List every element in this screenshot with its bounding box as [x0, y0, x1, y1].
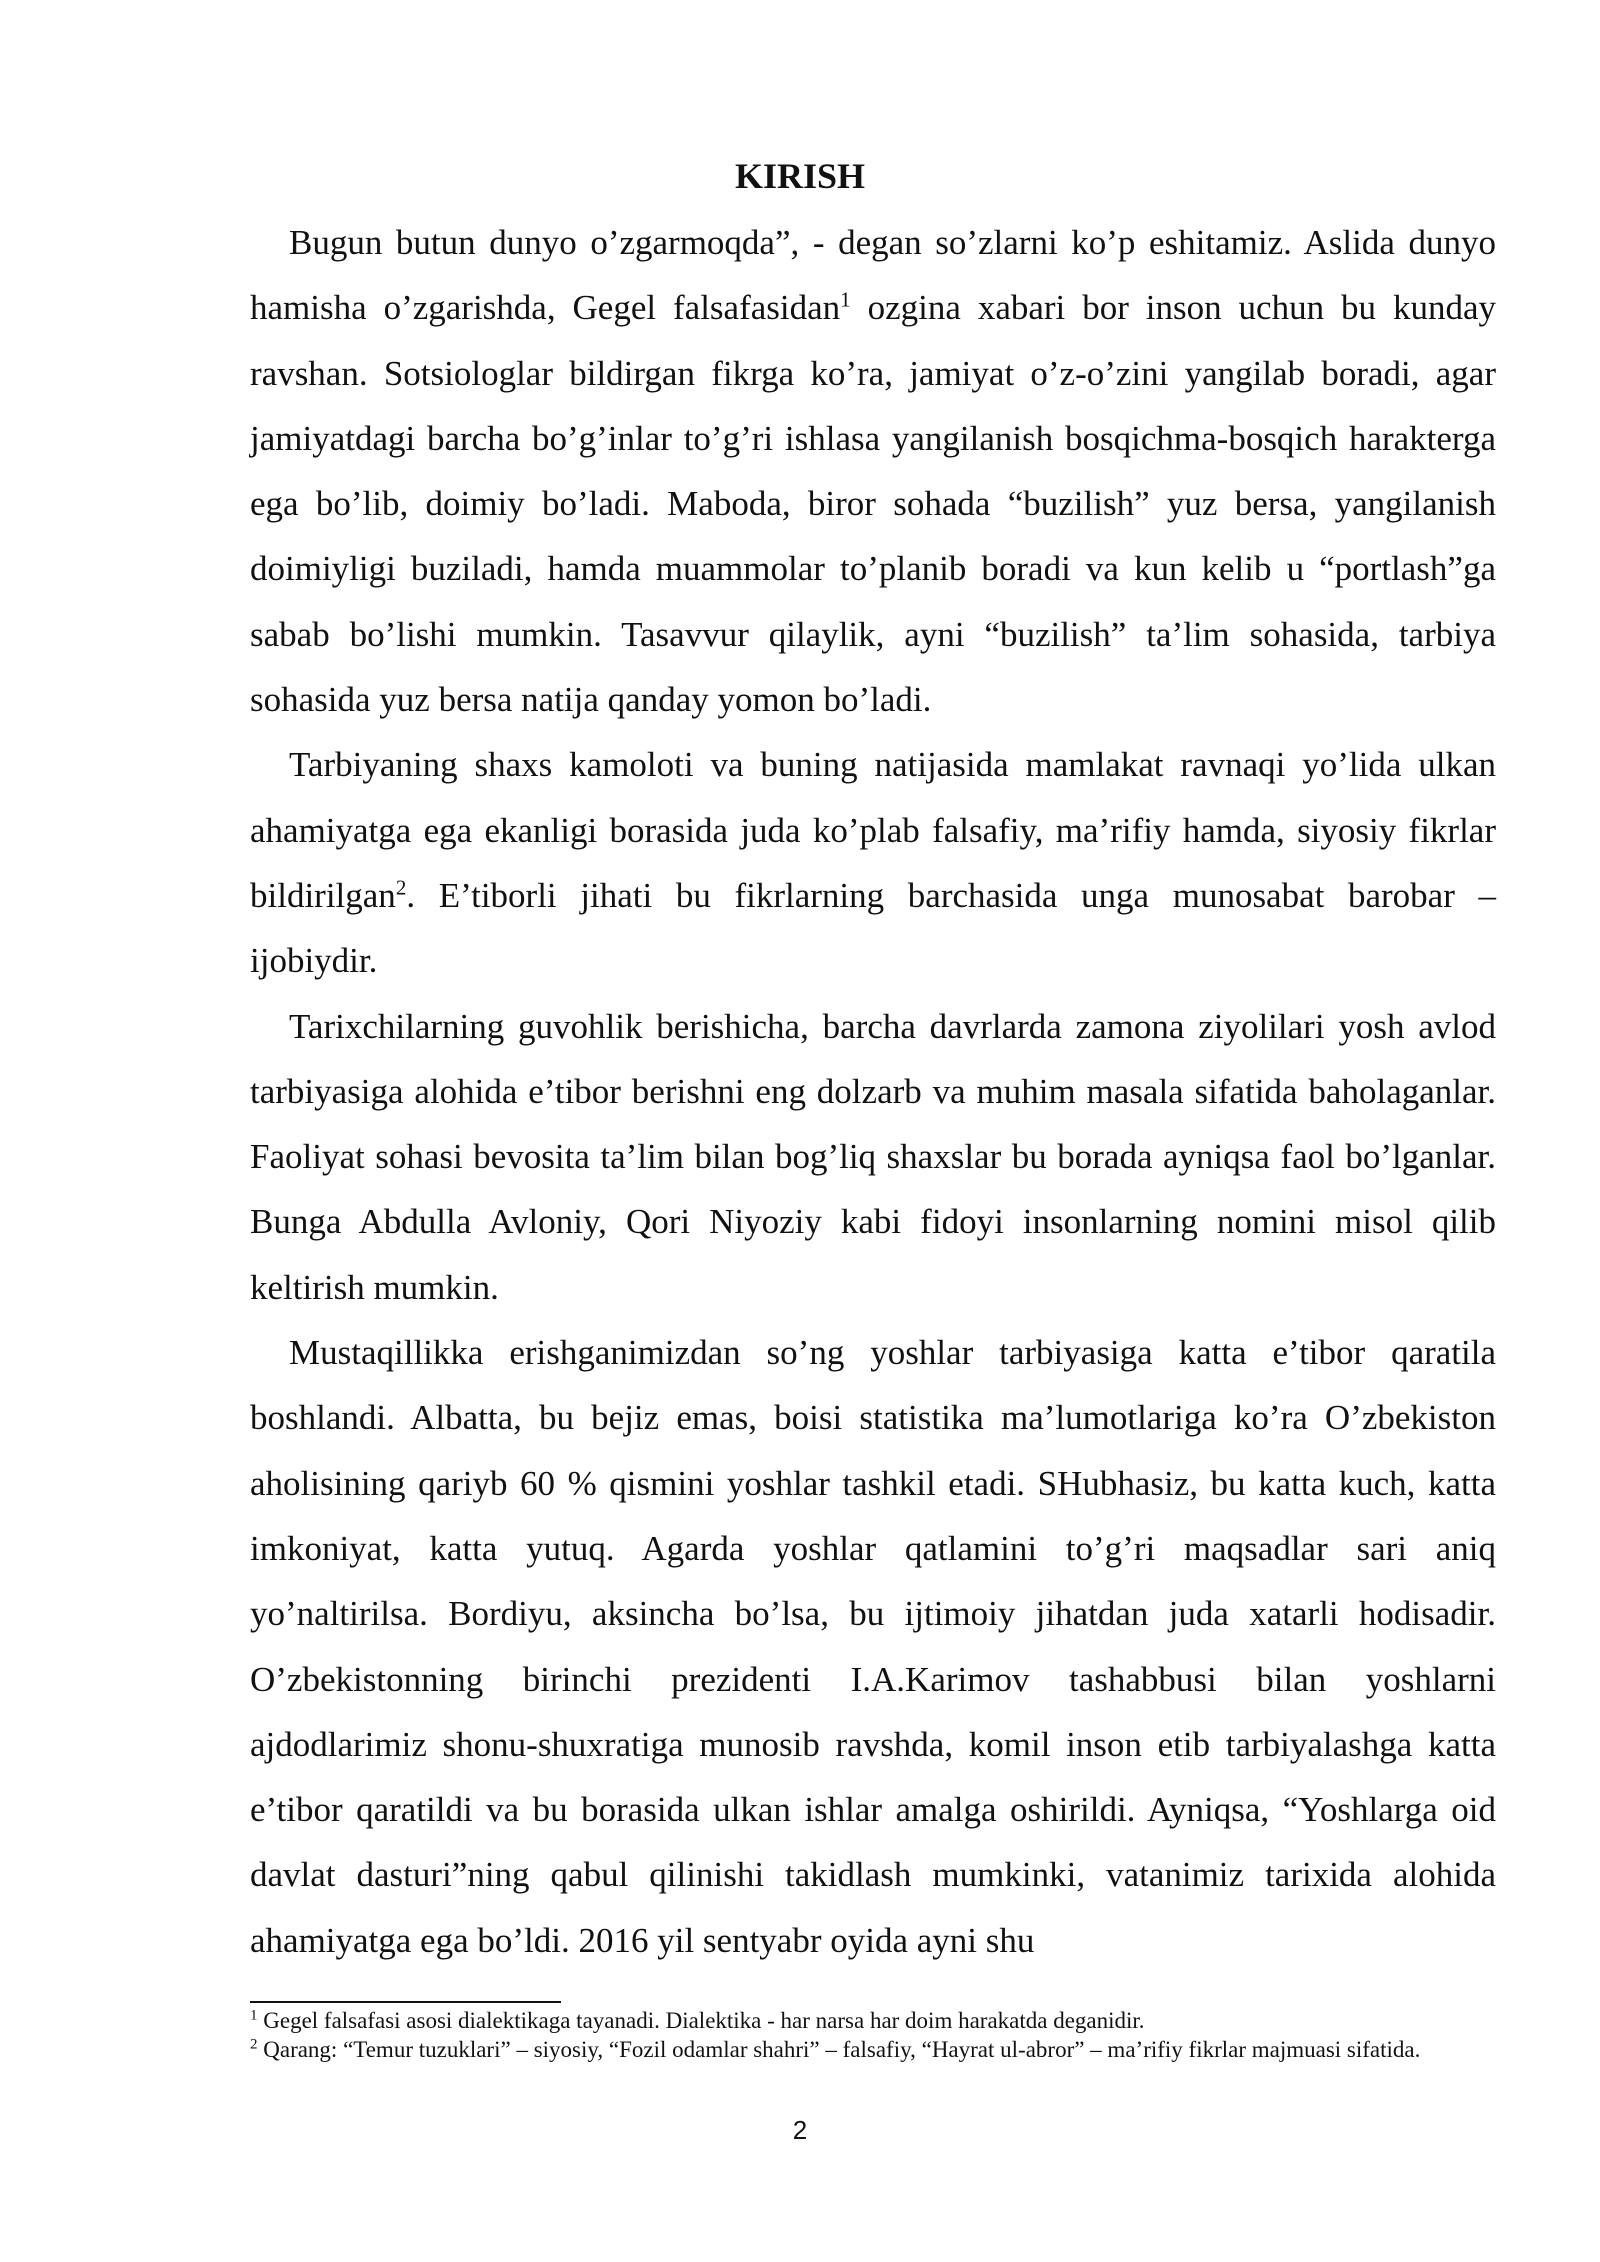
footnote-marker: 1	[250, 2007, 258, 2024]
footnotes	[250, 2006, 1496, 2064]
footnote-separator	[250, 2001, 561, 2003]
paragraph	[250, 732, 1496, 993]
page-number: 2	[792, 2115, 808, 2145]
paragraph-text: ozgina xabari bor inson uchun bu kunday ravshan. Sotsiologlar bildirgan fikrga ko’ra, jamiyat o’z-o’zini yangilab boradi, agar jamiyatdagi barcha bo’g’inlar to’g’ri ishlasa yangilanish bosqichma-bosqich harakterga ega bo’lib, doimiy bo’ladi. Maboda, biror sohada “buzilish” yuz bersa, yangilanish doimiyligi buziladi, hamda muammolar to’planib boradi va kun kelib u “portlash”ga sabab bo’lishi mumkin. Tasavvur qilaylik, ayni “buzilish” ta’lim sohasida, tarbiya sohasida yuz bersa natija qanday yomon bo’ladi.	[250, 288, 1496, 720]
page-title: KIRISH	[734, 156, 866, 196]
footnote-marker: 2	[250, 2036, 258, 2053]
paragraph-text: . E’tiborli jihati bu fikrlarning barchasida unga munosabat barobar – ijobiydir.	[250, 875, 1496, 981]
paragraph	[250, 210, 1496, 732]
paragraph	[250, 994, 1496, 1320]
paragraph-text: Tarixchilarning guvohlik berishicha, barcha davrlarda zamona ziyolilari yosh avlod tarbiyasiga alohida e’tibor berishni eng dolzarb va muhim masala sifatida baholaganlar. Faoliyat sohasi bevosita ta’lim bilan bog’liq shaxslar bu borada ayniqsa faol bo’lganlar. Bunga Abdulla Avloniy, Qori Niyoziy kabi fidoyi insonlarning nomini misol qilib keltirish mumkin.	[250, 1006, 1496, 1307]
paragraph-text: Tarbiyaning shaxs kamoloti va buning natijasida mamlakat ravnaqi yo’lida ulkan ahamiyatga ega ekanligi borasida juda ko’plab falsafiy, ma’rifiy hamda, siyosiy fikrlar bildirilgan	[250, 745, 1496, 915]
footnote-text: Gegel falsafasi asosi dialektikaga tayanadi. Dialektika - har narsa har doim harakatda deganidir.	[257, 2008, 1145, 2033]
paragraph-text: Bugun butun dunyo o’zgarmoqda”, - degan so’zlarni ko’p eshitamiz. Aslida dunyo hamisha o’zgarishda, Gegel falsafasidan	[250, 223, 1496, 328]
paragraph-text: Mustaqillikka erishganimizdan so’ng yoshlar tarbiyasiga katta e’tibor qaratila boshlandi. Albatta, bu bejiz emas, boisi statistika ma’lumotlariga ko’ra O’zbekiston aholisining qariyb 60 % qismini yoshlar tashkil etadi. SHubhasiz, bu katta kuch, katta imkoniyat, katta yutuq. Agarda yoshlar qatlamini to’g’ri maqsadlar sari aniq yo’naltirilsa. Bordiyu, aksincha bo’lsa, bu ijtimoiy jihatdan juda xatarli hodisadir. O’zbekistonning birinchi prezidenti I.A.Karimov tashabbusi bilan yoshlarni ajdodlarimiz shonu-shuxratiga munosib ravshda, komil inson etib tarbiyalashga katta e’tibor qaratildi va bu borasida ulkan ishlar amalga oshirildi. Ayniqsa, “Yoshlarga oid davlat dasturi”ning qabul qilinishi takidlash mumkinki, vatanimiz tarixida alohida ahamiyatga ega bo’ldi. 2016 yil sentyabr oyida ayni shu	[250, 1333, 1496, 1960]
footnote	[250, 2035, 1496, 2064]
footnote	[250, 2006, 1496, 2035]
footnote-reference: 2	[395, 875, 407, 900]
footnote-text: Qarang: “Temur tuzuklari” – siyosiy, “Fozil odamlar shahri” – falsafiy, “Hayrat ul-abror” – ma’rifiy fikrlar majmuasi sifatida.	[257, 2037, 1421, 2062]
paragraph	[250, 1320, 1496, 1973]
footnote-reference: 1	[840, 287, 851, 312]
body-text	[250, 210, 1496, 1973]
